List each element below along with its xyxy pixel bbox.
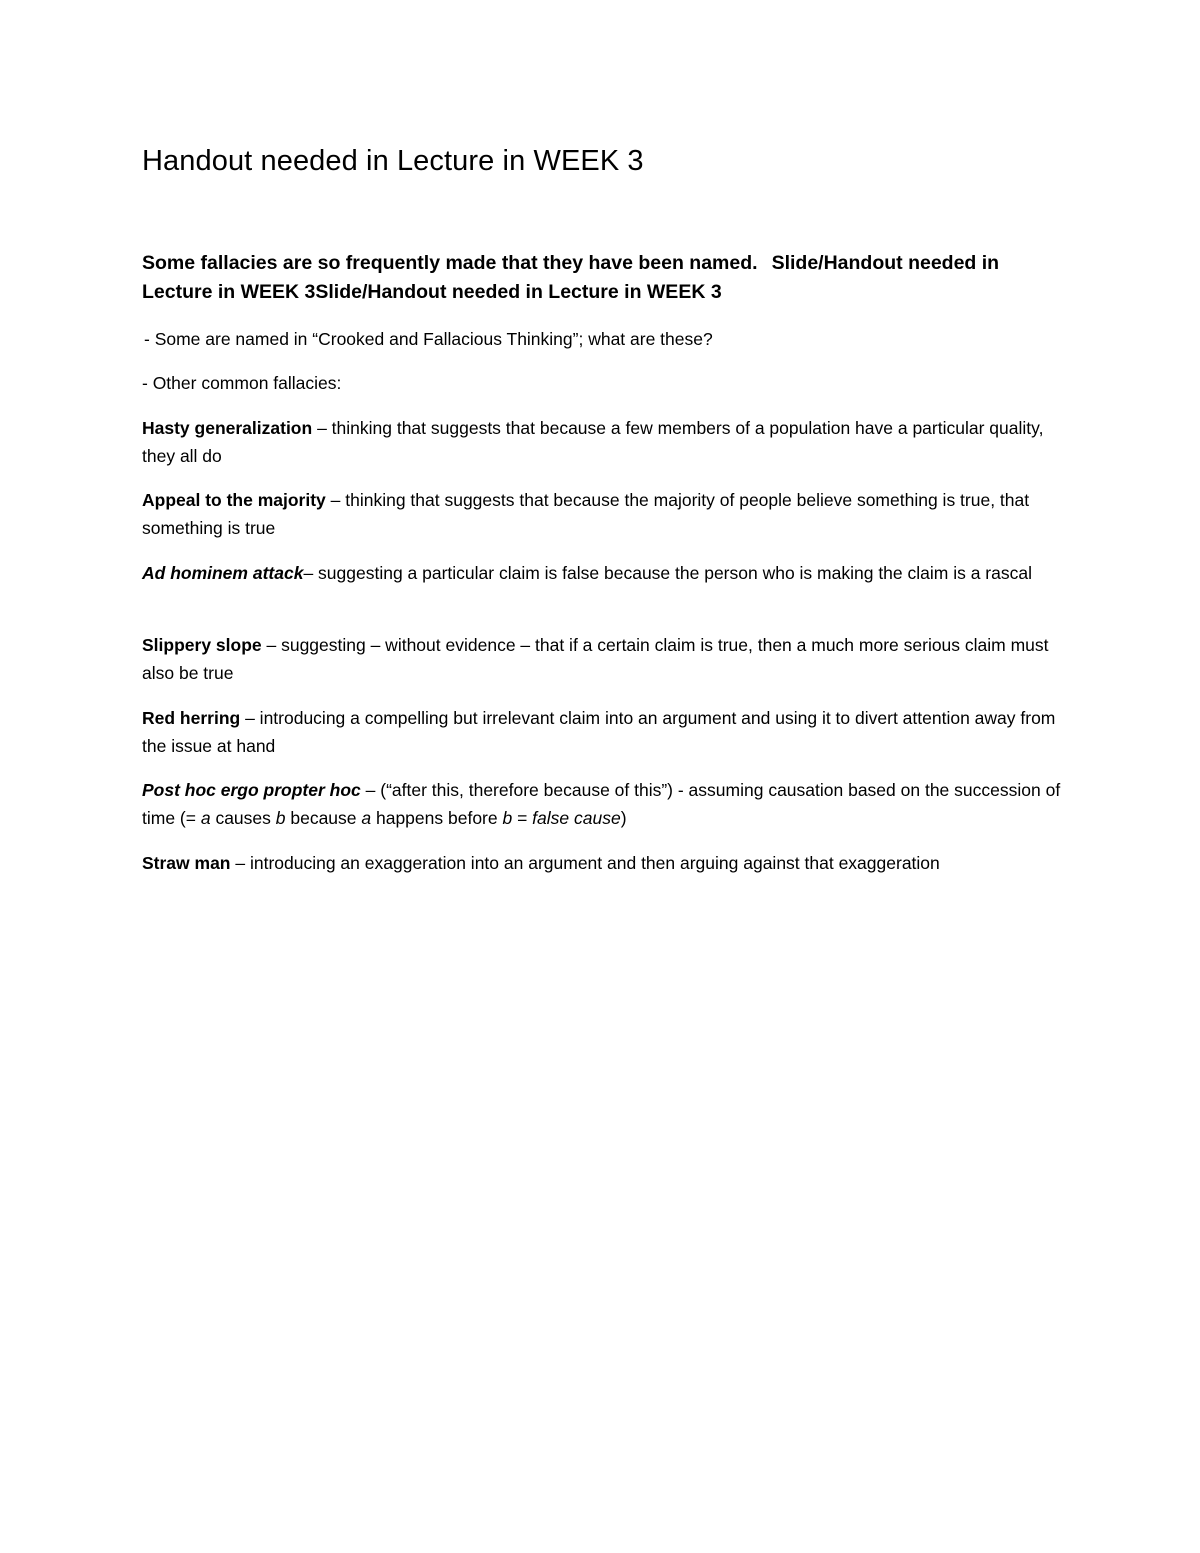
page-title: Handout needed in Lecture in WEEK 3 (142, 145, 644, 177)
fallacy-definition: – suggesting – without evidence – that if a certain claim is true, then a much more serious claim must also be true (142, 635, 1049, 683)
fallacy-definition-b: causes (210, 808, 276, 828)
fallacy-slippery-slope (142, 631, 1070, 687)
question-named-fallacies: - Some are named in “Crooked and Fallacious Thinking”; what are these? (144, 329, 713, 349)
fallacy-definition: – thinking that suggests that because the majority of people believe something is true, that something is true (142, 490, 1030, 538)
variable-b: b (275, 808, 286, 828)
fallacy-definition-f: ) (620, 808, 627, 828)
fallacy-term: Slippery slope (142, 635, 262, 655)
variable-a: a (200, 808, 211, 828)
variable-a-second: a (361, 808, 372, 828)
fallacy-term: Post hoc ergo propter hoc (142, 780, 361, 800)
fallacy-term: Appeal to the majority (142, 490, 326, 510)
fallacy-definition-c: because (285, 808, 362, 828)
fallacy-definition: – thinking that suggests that because a few members of a population have a particular quality, they all do (142, 418, 1044, 466)
fallacy-straw-man (142, 849, 1070, 877)
fallacy-term: Ad hominem attack (142, 563, 304, 583)
fallacy-definition: – introducing a compelling but irrelevant claim into an argument and using it to divert attention away from the issue at hand (142, 708, 1056, 756)
fallacy-definition-a: – (“after this, therefore because of this”) - assuming causation based on the succession of time (= (142, 780, 1061, 828)
false-cause-text: false cause (532, 808, 621, 828)
other-fallacies-heading: - Other common fallacies: (142, 373, 342, 393)
fallacy-definition: – suggesting a particular claim is false because the person who is making the claim is a rascal (303, 563, 1032, 583)
fallacy-term: Straw man (142, 853, 231, 873)
fallacy-appeal-to-majority (142, 486, 1070, 542)
fallacy-definition-e: = (512, 808, 533, 828)
fallacy-definition: – introducing an exaggeration into an argument and then arguing against that exaggeration (230, 853, 940, 873)
fallacy-term: Red herring (142, 708, 241, 728)
fallacy-red-herring (142, 704, 1070, 760)
fallacy-post-hoc (142, 776, 1070, 832)
intro-text-part2: Slide/Handout needed in Lecture in WEEK 3Slide/Handout needed in Lecture in WEEK 3 (142, 252, 1000, 303)
fallacy-term: Hasty generalization (142, 418, 313, 438)
fallacy-definition-d: happens before (371, 808, 503, 828)
variable-b-second: b (502, 808, 513, 828)
intro-text-part1: Some fallacies are so frequently made that they have been named. (142, 252, 758, 274)
fallacy-hasty-generalization (142, 414, 1070, 470)
fallacy-ad-hominem (142, 559, 1070, 587)
intro-paragraph (142, 249, 1072, 307)
